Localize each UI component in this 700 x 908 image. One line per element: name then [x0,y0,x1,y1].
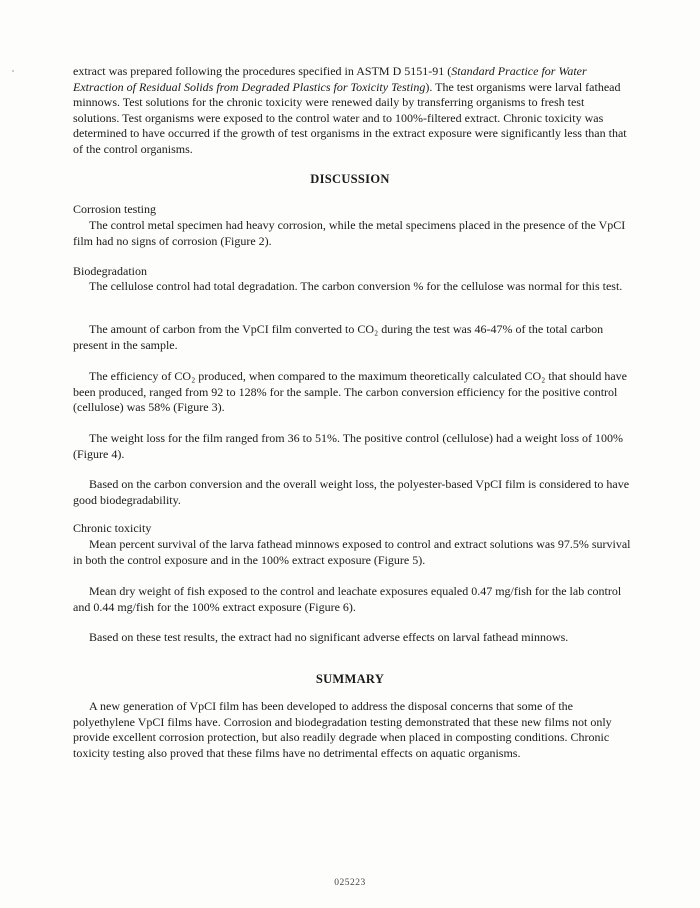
corrosion-paragraph: The control metal specimen had heavy corrosion, while the metal specimens placed in the presence of the VpCI film had no signs of corrosion (Figure 2). [73,218,626,248]
intro-standard-title: Standard Practice for Water Extraction of Residual Solids from Degraded Plastics for Toxicity Testing [73,64,587,94]
biodegradation-paragraph-5: Based on the carbon conversion and the overall weight loss, the polyester-based VpCI film is considered to have good biodegradability. [73,477,630,507]
biodegradation-paragraph-4: The weight loss for the film ranged from 36 to 51%. The positive control (cellulose) had a weight loss of 100% (Figure 4). [73,431,623,461]
summary-paragraph: A new generation of VpCI film has been developed to address the disposal concerns that some of the polyethylene VpCI films have. Corrosion and biodegradation testing demonstrated that these new films not only provide excellent corrosion protection, but also readily degrade when placed in composting conditions. Chronic toxicity testing also proved that these films have no detrimental effects on aquatic organisms. [73,699,612,760]
chronic-toxicity-paragraph-1: Mean percent survival of the larva fathead minnows exposed to control and extract solutions was 97.5% survival in both the control exposure and in the 100% extract exposure (Figure 5). [73,537,631,567]
biodegradation-paragraph-1: The cellulose control had total degradation. The carbon conversion % for the cellulose was normal for this test. [89,279,623,293]
biodegradation-paragraph-3: The efficiency of CO₂ produced, when compared to the maximum theoretically calculated CO₂ that should have been produced, ranged from 92 to 128% for the sample. The carbon conversion efficiency for the positive control (cellulose) was 58% (Figure 3). [73,369,627,415]
biodegradation-heading: Biodegradation [73,264,147,278]
page-code: 025223 [334,878,366,888]
chronic-toxicity-paragraph-2: Mean dry weight of fish exposed to the control and leachate exposures equaled 0.47 mg/fish for the lab control and 0.44 mg/fish for the 100% extract exposure (Figure 6). [73,584,622,614]
biodegradation-paragraph-2: The amount of carbon from the VpCI film converted to CO₂ during the test was 46-47% of the total carbon present in the sample. [73,322,604,352]
summary-heading: SUMMARY [315,672,385,686]
discussion-heading: DISCUSSION [310,172,390,186]
intro-text-end: ). The test organisms were larval fathead minnows. Test solutions for the chronic toxicity were renewed daily by transferring organisms to fresh test solutions. Test organisms were exposed to the control water and to 100%-filtered extract. Chronic toxicity was determined to have occurred if the growth of test organisms in the extract exposure were significantly less than that of the control organisms. [73,79,627,156]
intro-paragraph [73,64,631,158]
chronic-toxicity-heading: Chronic toxicity [73,521,152,535]
intro-text-start: extract was prepared following the procedures specified in ASTM D 5151-91 ( [73,64,452,78]
scan-speck [12,70,14,72]
corrosion-heading: Corrosion testing [73,202,156,216]
chronic-toxicity-paragraph-3: Based on these test results, the extract had no significant adverse effects on larval fathead minnows. [89,630,569,644]
